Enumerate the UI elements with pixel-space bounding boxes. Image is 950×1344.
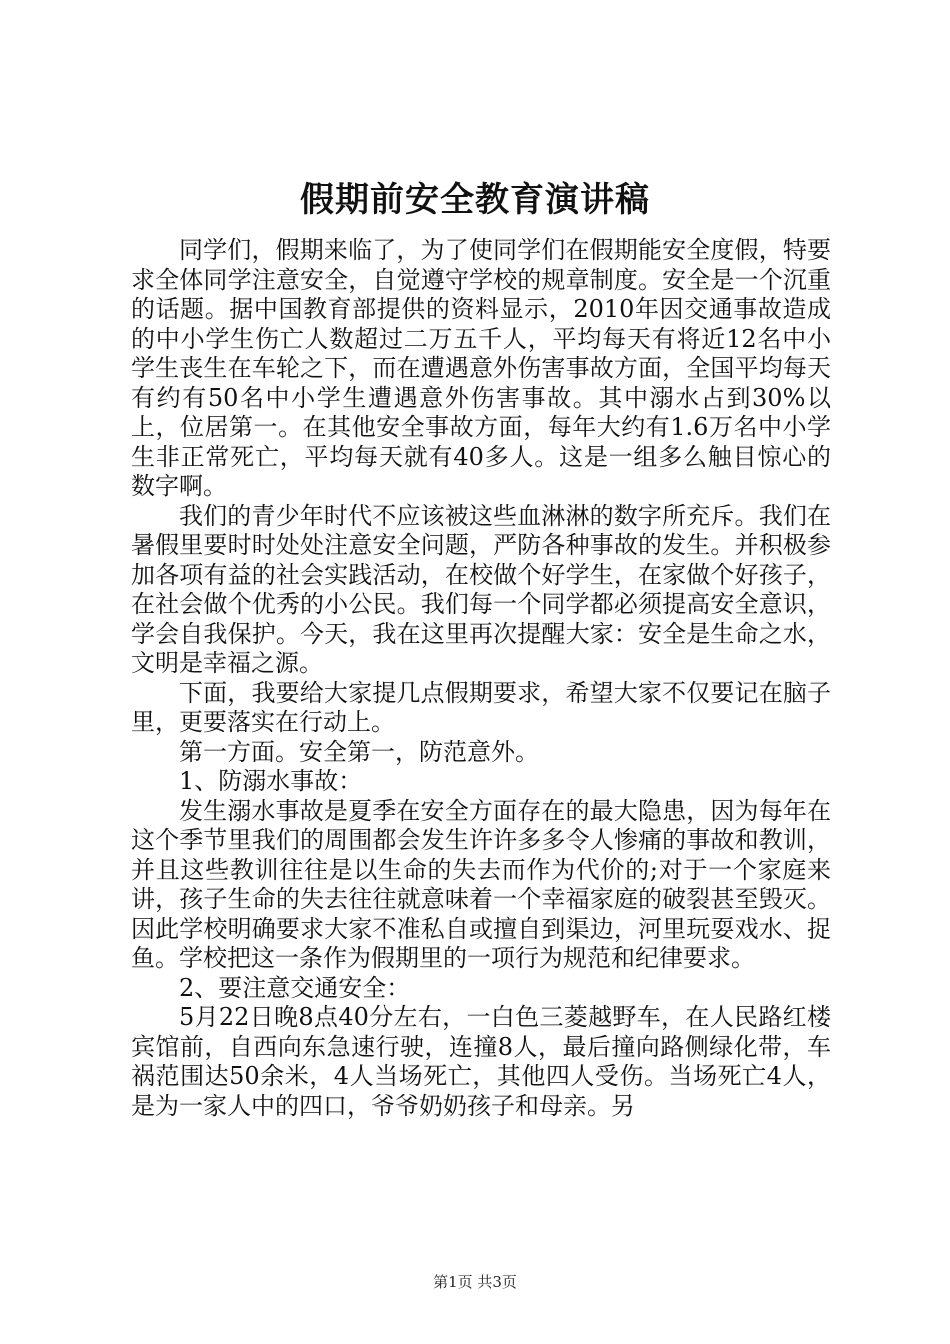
paragraph-traffic: 5月22日晚8点40分左右，一白色三菱越野车，在人民路红楼宾馆前，自西向东急速行驶，连撞8人，最后撞向路侧绿化带，车祸范围达50余米，4人当场死亡，其他四人受伤。当场死亡4人，是为一家人中的四口，爷爷奶奶孩子和母亲。另 [131, 1003, 831, 1120]
paragraph-requirements: 下面，我要给大家提几点假期要求，希望大家不仅要记在脑子里，更要落实在行动上。 [131, 678, 831, 736]
section-heading-safety-first: 第一方面。安全第一，防范意外。 [179, 737, 539, 766]
paragraph-drowning: 发生溺水事故是夏季在安全方面存在的最大隐患，因为每年在这个季节里我们的周围都会发生许许多多令人惨痛的事故和教训，并且这些教训往往是以生命的失去而作为代价的;对于一个家庭来讲，孩子生命的失去往往就意味着一个幸福家庭的破裂甚至毁灭。因此学校明确要求大家不准私自或擅自到渠边，河里玩耍戏水、捉鱼。学校把这一条作为假期里的一项行为规范和纪律要求。 [131, 796, 831, 972]
paragraph-youth: 我们的青少年时代不应该被这些血淋淋的数字所充斥。我们在暑假里要时时处处注意安全问题，严防各种事故的发生。并积极参加各项有益的社会实践活动，在校做个好学生，在家做个好孩子，在社会做个优秀的小公民。我们每一个同学都必须提高安全意识，学会自我保护。今天，我在这里再次提醒大家：安全是生命之水，文明是幸福之源。 [131, 501, 831, 677]
page-footer: 第1页 共3页 [433, 1273, 517, 1291]
document-title: 假期前安全教育演讲稿 [300, 180, 650, 220]
document-body [131, 236, 831, 1121]
item-heading-drowning: 1、防溺水事故： [179, 767, 363, 795]
item-heading-traffic: 2、要注意交通安全： [179, 973, 411, 1002]
paragraph-intro: 同学们，假期来临了，为了使同学们在假期能安全度假，特要求全体同学注意安全，自觉遵守学校的规章制度。安全是一个沉重的话题。据中国教育部提供的资料显示，2010年因交通事故造成的中小学生伤亡人数超过二万五千人，平均每天有将近12名中小学生丧生在车轮之下，而在遭遇意外伤害事故方面，全国平均每天有约有50名中小学生遭遇意外伤害事故。其中溺水占到30%以上，位居第一。在其他安全事故方面，每年大约有1.6万名中小学生非正常死亡，平均每天就有40多人。这是一组多么触目惊心的数字啊。 [131, 236, 831, 500]
